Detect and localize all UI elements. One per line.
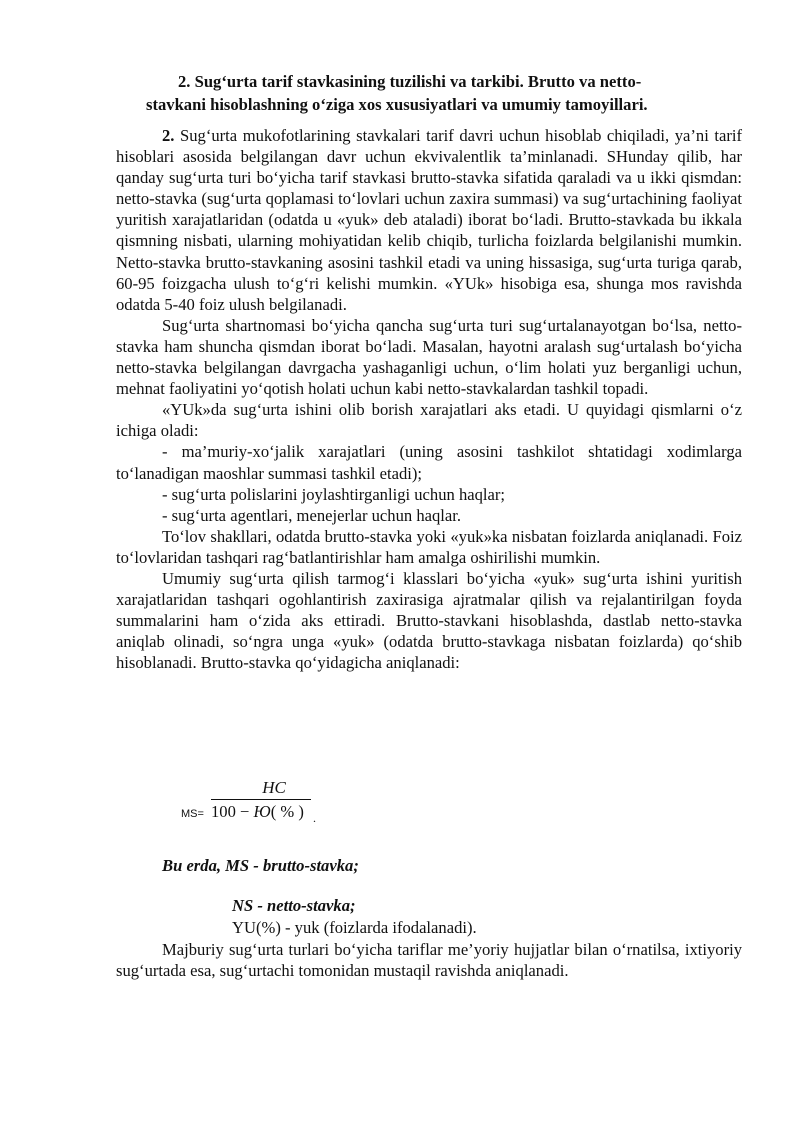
closing-paragraph: Majburiy sug‘urta turlari bo‘yicha tariflar me’yoriy hujjatlar bilan o‘rnatilsa, ixtiyoriy sug‘urtada esa, sug‘urtachi tomonidan mustaqil ravishda aniqlanadi.	[116, 940, 742, 981]
list-item: - sug‘urta polislarini joylashtirganligi uchun haqlar;	[162, 484, 506, 504]
list-item: - sug‘urta agentlari, menejerlar uchun haqlar.	[162, 505, 462, 525]
formula-denominator	[211, 802, 304, 822]
formula-trailing-dot: .	[313, 811, 316, 825]
paragraph: Sug‘urta shartnomasi bo‘yicha qancha sug‘urta turi sug‘urtalanayotgan bo‘lsa, netto-stavka ham shuncha qismdan iborat bo‘ladi. Masalan, hayotni aralash sug‘urtalash bo‘yicha netto-stavka belgilangan davrgacha yashaganligi uchun, o‘lim holati yuz berganligi uchun, mehnat faoliyatini yo‘qotish holati uchun kabi netto-stavkalardan tashkil topadi.	[116, 315, 742, 399]
paragraph	[116, 125, 742, 315]
denominator-prefix: 100 −	[211, 802, 254, 821]
heading-line-2: stavkani hisoblashning o‘ziga xos xususiyatlari va umumiy tamoyillari.	[146, 95, 648, 114]
paragraph-number: 2.	[162, 126, 175, 145]
fraction-bar	[211, 799, 311, 800]
body-text	[116, 125, 742, 673]
legend-ns: NS - netto-stavka;	[232, 896, 356, 915]
paragraph: Umumiy sug‘urta qilish tarmog‘i klasslari bo‘yicha «yuk» sug‘urta ishini yuritish xarajatlaridan tashqari ogohlantirish zaxirasiga ajratmalar qilish va rejalantirilgan foyda summalarini ham o‘zida aks ettiradi. Brutto-stavkani hisoblashda, dastlab netto-stavka aniqlab olinadi, so‘ngra unga «yuk» (odatda brutto-stavkaga nisbatan foizlarda) qo‘shib hisoblanadi. Brutto-stavka qo‘yidagicha aniqlanadi:	[116, 568, 742, 673]
denominator-suffix: ( % )	[270, 802, 304, 821]
paragraph: To‘lov shakllari, odatda brutto-stavka yoki «yuk»ka nisbatan foizlarda aniqlanadi. Foiz to‘lovlaridan tashqari rag‘batlantirishlar ham amalga oshirilishi mumkin.	[116, 526, 742, 567]
formula-numerator: НС	[262, 778, 286, 797]
legend-ms: Bu erda, MS - brutto-stavka;	[162, 856, 359, 875]
denominator-variable: Ю	[253, 802, 271, 821]
brutto-stavka-formula	[178, 778, 378, 828]
section-heading	[116, 70, 742, 116]
heading-line-1: 2. Sug‘urta tarif stavkasining tuzilishi va tarkibi. Brutto va netto-	[178, 72, 642, 91]
legend-yu: YU(%) - yuk (foizlarda ifodalanadi).	[232, 918, 477, 937]
paragraph-text: Sug‘urta mukofotlarining stavkalari tarif davri uchun hisoblab chiqiladi, ya’ni tarif hisoblari asosida belgilangan davr uchun ekvivalentlik ta’minlanadi. SHunday qilib, har qanday sug‘urta turi bo‘yicha tarif stavkasi brutto-stavka sifatida qaraladi va u ikki qismdan: netto-stavka (sug‘urta qoplamasi to‘lovlari uchun zaxira summasi) va sug‘urtachining faoliyat yuritish xarajatlaridan (odatda u «yuk» deb ataladi) iborat bo‘ladi. Brutto-stavkada bu ikkala qismning nisbati, ularning mohiyatidan kelib chiqib, turlicha foizlarda belgilanishi mumkin. Netto-stavka brutto-stavkaning asosini tashkil etadi va uning hissasiga, sug‘urta turiga qarab, 60-95 foizgacha ulush to‘g‘ri kelishi mumkin. «YUk» hisobiga esa, shunga mos ravishda odatda 5-40 foiz ulush belgilanadi.	[116, 126, 742, 314]
list-item: - ma’muriy-xo‘jalik xarajatlari (uning asosini tashkilot shtatidagi xodimlarga to‘lanadigan maoshlar summasi tashkil etadi);	[116, 442, 742, 483]
closing-text	[116, 939, 742, 981]
paragraph: «YUk»da sug‘urta ishini olib borish xarajatlari aks etadi. U quyidagi qismlarni o‘z ichiga oladi:	[116, 400, 742, 441]
formula-lhs: MS=	[181, 808, 204, 820]
